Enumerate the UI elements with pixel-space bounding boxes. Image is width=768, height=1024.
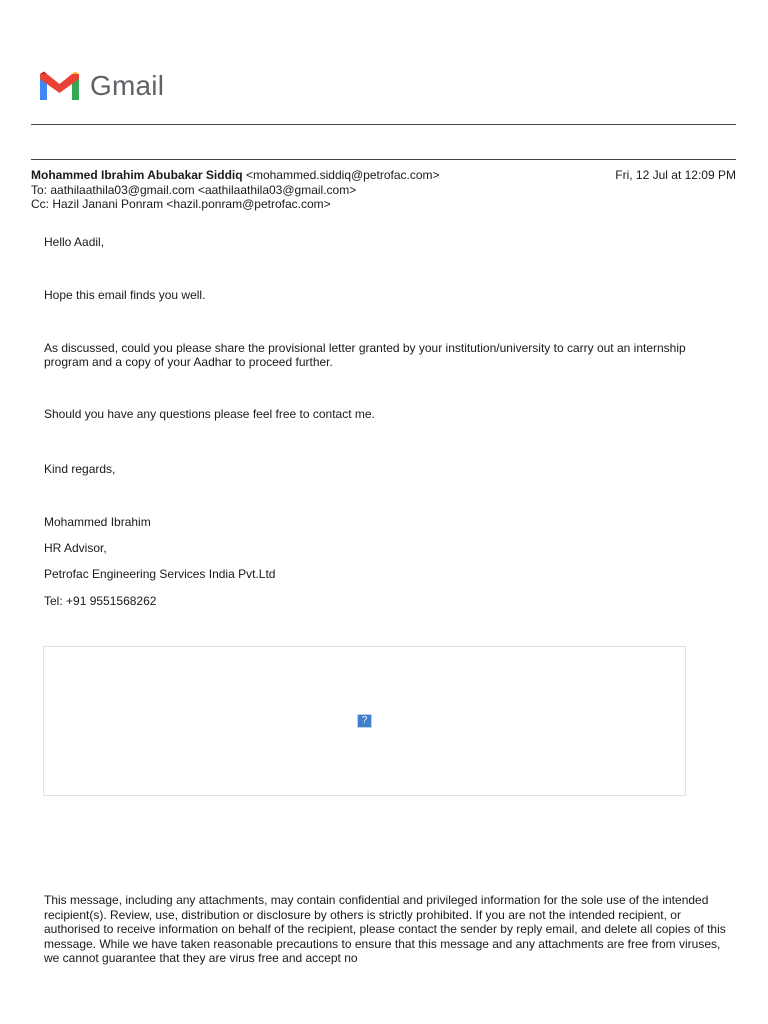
to-recipient[interactable]: aathilaathila03@gmail.com <aathilaathila03@gmail.com> (50, 182, 357, 197)
embedded-image-placeholder (43, 646, 686, 796)
signature-title: HR Advisor, (44, 541, 107, 555)
message-divider (31, 159, 736, 160)
greeting: Hello Aadil, (44, 235, 105, 249)
gmail-wordmark: Gmail (90, 70, 165, 101)
to-line (31, 183, 736, 198)
sender-email[interactable]: <mohammed.siddiq@petrofac.com> (245, 168, 440, 182)
body-paragraph-questions: Should you have any questions please feel free to contact me. (44, 407, 375, 421)
message-header (31, 168, 736, 212)
gmail-brand (38, 70, 164, 102)
message-date: Fri, 12 Jul at 12:09 PM (615, 168, 736, 182)
gmail-logo-icon (38, 70, 81, 102)
body-paragraph-hope: Hope this email finds you well. (44, 288, 206, 302)
cc-recipient[interactable]: Hazil Janani Ponram <hazil.ponram@petrofac.com> (52, 197, 331, 211)
broken-image-icon: ? (357, 714, 372, 728)
sender-name: Mohammed Ibrahim Abubakar Siddiq (31, 168, 243, 182)
to-label: To: (31, 182, 48, 197)
signature-name: Mohammed Ibrahim (44, 515, 151, 529)
closing: Kind regards, (44, 462, 116, 476)
signature-tel[interactable]: Tel: +91 9551568262 (44, 594, 157, 608)
cc-line (31, 197, 736, 212)
body-paragraph-request: As discussed, could you please share the provisional letter granted by your institution/university to carry out an internship program and a copy of your Aadhar to proceed further. (44, 341, 686, 369)
header-divider (31, 124, 736, 125)
legal-disclaimer: This message, including any attachments, may contain confidential and privileged information for the sole use of the intended recipient(s). Review, use, distribution or disclosure by others is strictly prohibited. If you are not the intended recipient, or authorised to receive information on behalf of the recipient, please contact the sender by reply email, and delete all copies of this message. While we have taken reasonable precautions to ensure that this message and any attachments are free from viruses, we cannot guarantee that they are virus free and accept no (44, 893, 726, 965)
signature-company: Petrofac Engineering Services India Pvt.Ltd (44, 567, 276, 581)
cc-label: Cc: (31, 197, 49, 211)
